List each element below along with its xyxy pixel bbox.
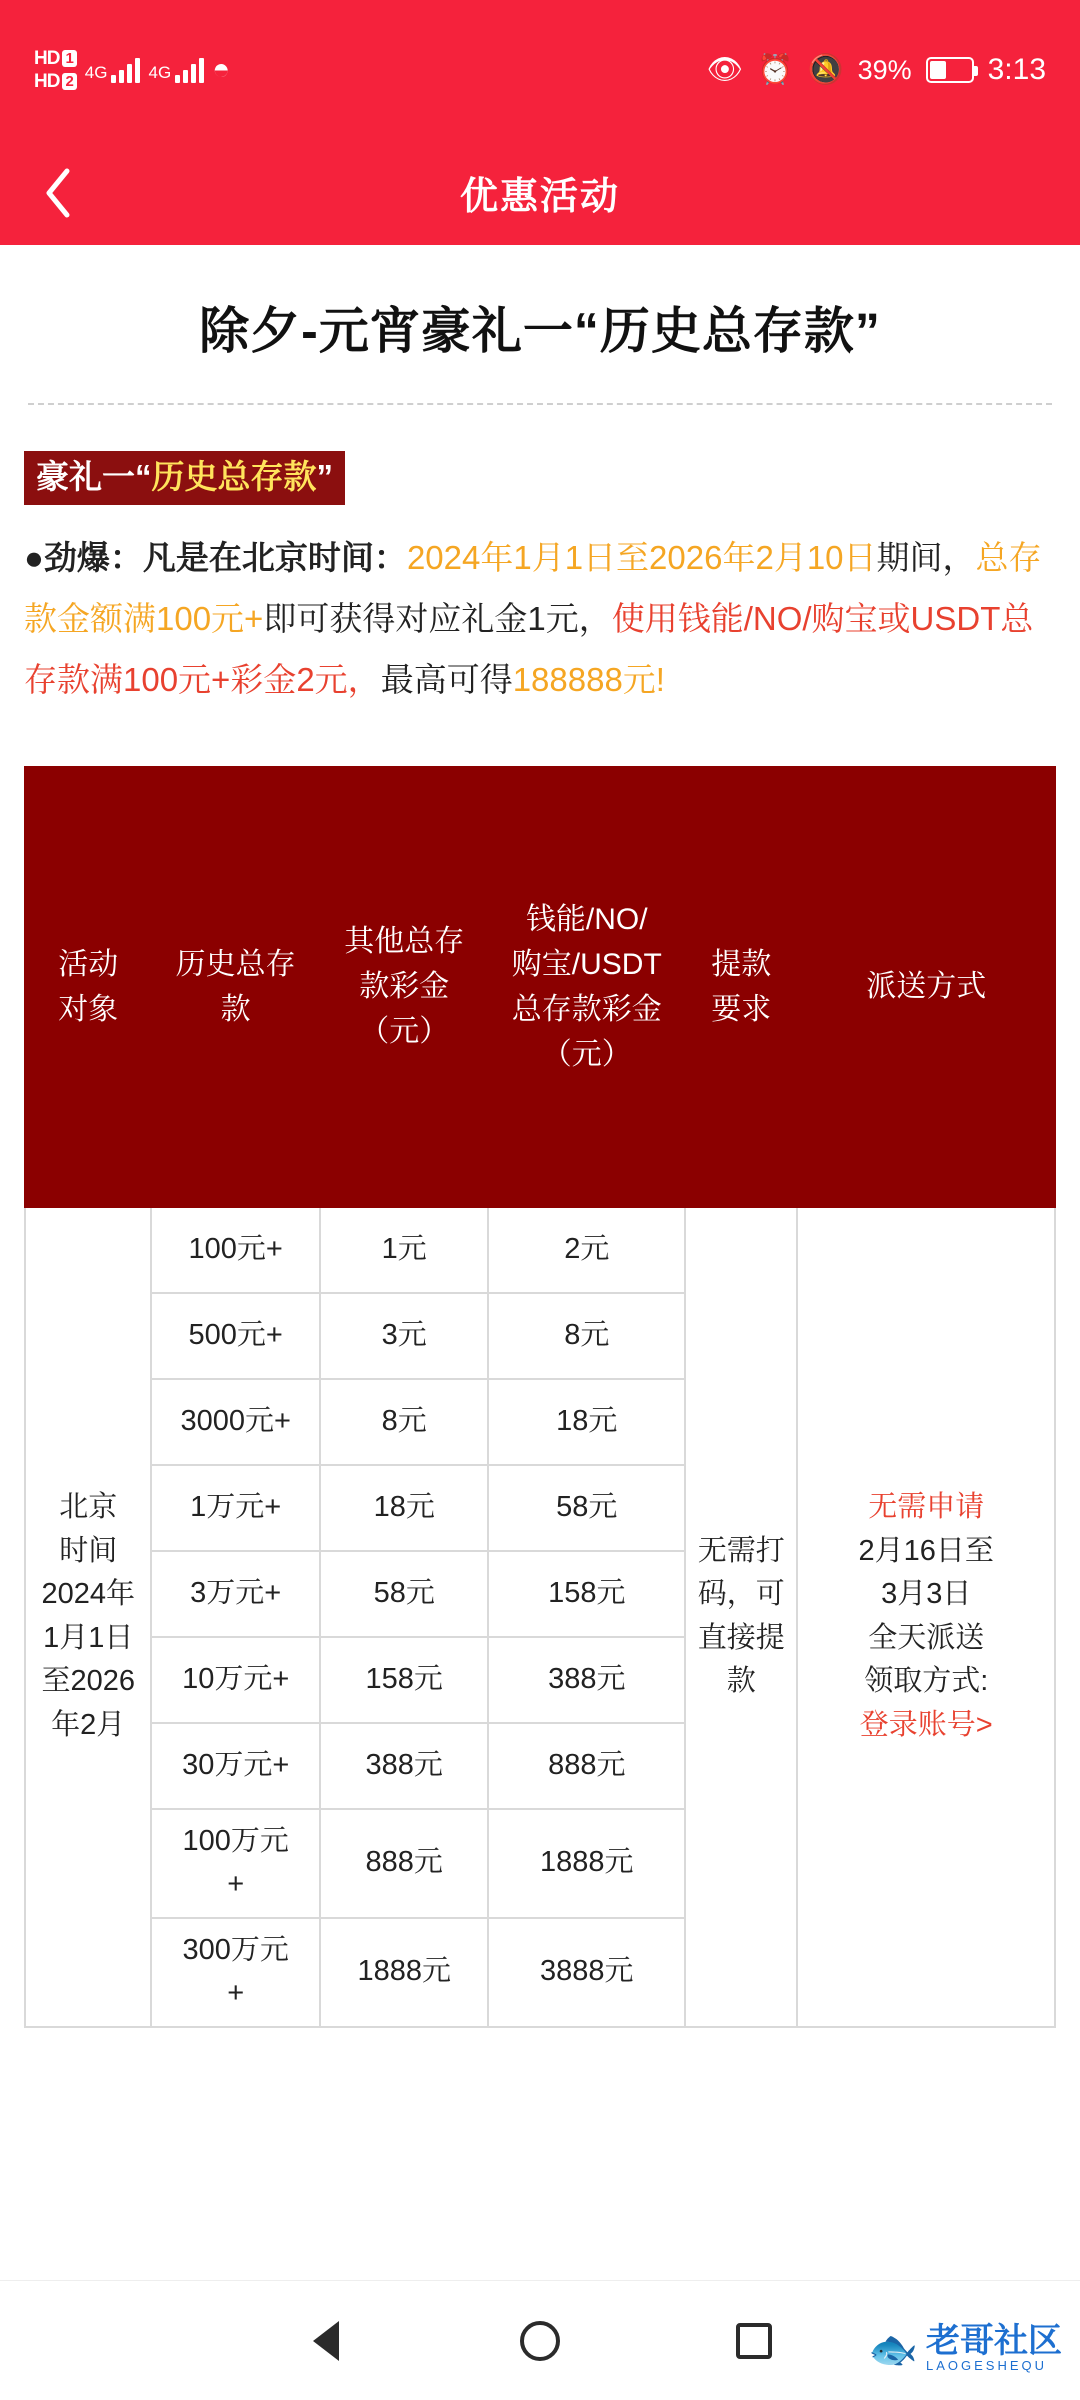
cell-delivery-method (797, 1207, 1055, 2027)
cell-crypto-bonus: 58元 (488, 1465, 685, 1551)
hd-badge-sim1 (34, 49, 77, 68)
signal-bars-icon-2 (175, 57, 204, 83)
status-bar-left (34, 49, 230, 91)
para-seg7: 最高可得 (380, 660, 513, 698)
cell-other-bonus: 1888元 (320, 1918, 489, 2027)
cell-deposit: 3000元+ (151, 1379, 320, 1465)
cell-crypto-bonus: 2元 (488, 1207, 685, 1293)
cell-other-bonus: 888元 (320, 1809, 489, 1918)
section-tag-suffix: ” (316, 458, 333, 495)
cell-deposit: 30万元+ (151, 1723, 320, 1809)
cell-deposit: 1万元+ (151, 1465, 320, 1551)
table-row (25, 1207, 1055, 1293)
battery-icon (926, 57, 974, 83)
app-title-bar (0, 140, 1080, 245)
delivery-line-5: 领取方式: (864, 1665, 989, 1698)
status-clock: 3:13 (987, 53, 1046, 86)
wifi-icon: ◓ (212, 53, 231, 86)
cell-other-bonus: 158元 (320, 1637, 489, 1723)
promo-table (24, 766, 1056, 2028)
cell-deposit: 10万元+ (151, 1637, 320, 1723)
table-header-target: 活动 对象 (25, 767, 151, 1207)
cell-deposit: 500元+ (151, 1293, 320, 1379)
delivery-line-4: 全天派送 (868, 1621, 985, 1654)
eye-icon: 👁 (706, 54, 744, 86)
section-tag (24, 451, 1056, 505)
delivery-login-link[interactable]: 登录账号> (859, 1708, 993, 1741)
table-header-withdraw: 提款 要求 (685, 767, 797, 1207)
table-header-deposit: 历史总存 款 (151, 767, 320, 1207)
page-title: 优惠活动 (459, 176, 620, 218)
network-type-2: 4G (148, 63, 172, 82)
para-lead: ●劲爆：凡是在北京时间： (24, 538, 407, 576)
delivery-line-3: 3月3日 (881, 1578, 972, 1611)
bell-muted-icon: 🔕 (807, 54, 844, 86)
cell-other-bonus: 3元 (320, 1293, 489, 1379)
signal-group-1 (85, 57, 141, 83)
hd-badge-sim2 (34, 72, 77, 91)
hd-num-1: 1 (62, 50, 76, 67)
table-body (25, 1207, 1055, 2027)
nav-back-button[interactable] (299, 2314, 353, 2368)
delivery-line-1: 无需申请 (868, 1491, 985, 1524)
back-button[interactable] (30, 165, 86, 221)
para-date-range: 2024年1月1日至2026年2月10日 (406, 538, 877, 576)
signal-bars-icon-1 (111, 57, 140, 83)
cell-other-bonus: 8元 (320, 1379, 489, 1465)
scroll-area[interactable] (0, 245, 1080, 2230)
cell-crypto-bonus: 18元 (488, 1379, 685, 1465)
watermark-subtitle: LAOGESHEQU (926, 2358, 1048, 2373)
promo-description (24, 527, 1056, 710)
cell-deposit: 100万元 + (151, 1809, 320, 1918)
para-max-amount: 188888元! (512, 660, 665, 698)
hd-label-2: HD (34, 71, 60, 92)
cell-other-bonus: 18元 (320, 1465, 489, 1551)
nav-home-button[interactable] (513, 2314, 567, 2368)
promo-headline: 除夕-元宵豪礼一“历史总存款” (199, 303, 881, 359)
signal-group-2 (148, 57, 204, 83)
cell-crypto-bonus: 3888元 (488, 1918, 685, 2027)
cell-crypto-bonus: 1888元 (488, 1809, 685, 1918)
fish-logo-icon: 🐟 (868, 2327, 918, 2372)
table-header-delivery: 派送方式 (797, 767, 1055, 1207)
watermark-title: 老哥社区 (926, 2322, 1062, 2360)
nav-back-triangle-icon (313, 2321, 339, 2361)
cell-crypto-bonus: 158元 (488, 1551, 685, 1637)
nav-recents-square-icon (736, 2323, 772, 2359)
status-bar (0, 0, 1080, 140)
cell-withdraw-requirement: 无需打 码，可 直接提 款 (685, 1207, 797, 2027)
cell-deposit: 100元+ (151, 1207, 320, 1293)
watermark (868, 2324, 1062, 2374)
alarm-clock-icon: ⏰ (757, 54, 794, 86)
cell-crypto-bonus: 8元 (488, 1293, 685, 1379)
table-header-row (25, 767, 1055, 1207)
para-seg5: 即可获得对应礼金1元， (263, 599, 612, 637)
cell-other-bonus: 58元 (320, 1551, 489, 1637)
cell-deposit: 3万元+ (151, 1551, 320, 1637)
hd-label-1: HD (34, 48, 60, 69)
nav-home-circle-icon (520, 2321, 560, 2361)
nav-recents-button[interactable] (727, 2314, 781, 2368)
hd-badges (34, 49, 77, 91)
cell-other-bonus: 388元 (320, 1723, 489, 1809)
cell-target-period: 北京 时间 2024年 1月1日 至2026 年2月 (25, 1207, 151, 2027)
section-tag-main: 历史总存款 (151, 458, 317, 495)
page-content (0, 245, 1080, 2028)
para-crypto-rule: 使用钱能/NO/购宝或USDT总存款满100元+彩金2元， (24, 599, 1034, 698)
network-type-1: 4G (84, 63, 108, 82)
divider (28, 403, 1052, 405)
status-bar-right (707, 53, 1046, 87)
table-header-crypto-bonus: 钱能/NO/ 购宝/USDT 总存款彩金 （元） (488, 767, 685, 1207)
cell-crypto-bonus: 388元 (488, 1637, 685, 1723)
battery-percent-label: 39% (857, 54, 912, 85)
hd-num-2: 2 (62, 73, 76, 90)
cell-other-bonus: 1元 (320, 1207, 489, 1293)
section-tag-prefix: 豪礼一“ (36, 458, 152, 495)
para-threshold: 总存款金额满100元+ (24, 538, 1042, 637)
cell-crypto-bonus: 888元 (488, 1723, 685, 1809)
chevron-left-icon (41, 165, 75, 221)
cell-deposit: 300万元 + (151, 1918, 320, 2027)
delivery-line-2: 2月16日至 (858, 1534, 994, 1567)
para-seg3: 期间， (876, 538, 976, 576)
table-header-other-bonus: 其他总存 款彩金 （元） (320, 767, 489, 1207)
